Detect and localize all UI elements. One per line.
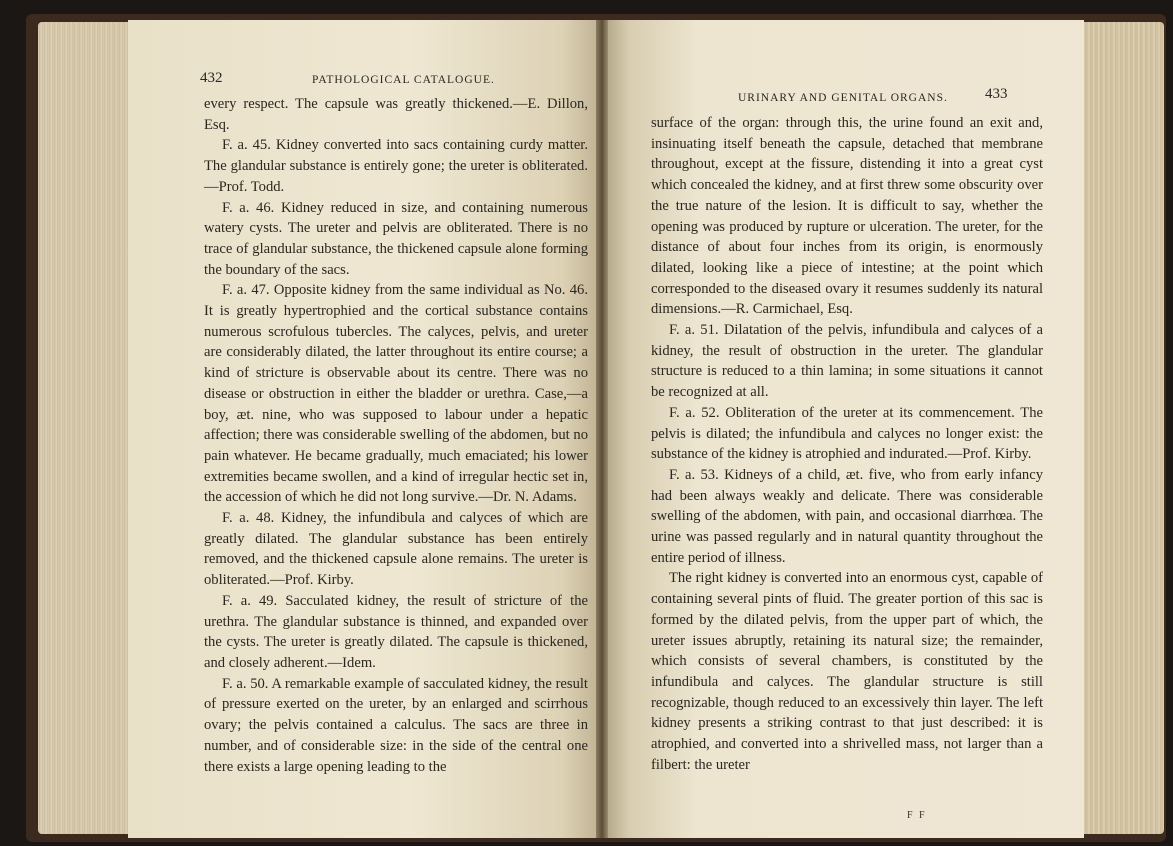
right-paragraph: The right kidney is converted into an enormous cyst, capable of containing several pints of fluid. The greater portion of this sac is formed by the dilated pelvis, from the upper part of which, the ureter issues abruptly, retaining its natural size; the remainder, which consists of several chambers, is constituted by the infundibula and calyces. The glandular structure is still recognizable, though reduced to an excessively thin layer. The left kidney presents a striking contrast to that just described: it is atrophied, and converted into a shrivelled mass, not larger than a filbert: the ureter xyxy=(651,570,1043,773)
left-paragraph: every respect. The capsule was greatly thickened.—E. Dillon, Esq. xyxy=(204,96,588,133)
left-paragraph: F. a. 49. Sacculated kidney, the result of stricture of the urethra. The glandular substance is thinned, and expanded over the cysts. The ureter is greatly dilated. The capsule is thickened, and closely adherent.—Idem. xyxy=(204,592,588,671)
left-paragraph: F. a. 46. Kidney reduced in size, and containing numerous watery cysts. The ureter and pelvis are obliterated. There is no trace of glandular substance, the thickened capsule alone forming the boundary of the sacs. xyxy=(204,199,588,278)
left-paragraph: F. a. 50. A remarkable example of sacculated kidney, the result of pressure exerted on the ureter, by an enlarged and scirrhous ovary; the pelvis contained a calculus. The sacs are three in number, and of considerable size: in the side of the central one there exists a large opening leading to the xyxy=(204,675,588,775)
right-running-head: URINARY AND GENITAL ORGANS. xyxy=(738,92,948,104)
right-paragraph: F. a. 51. Dilatation of the pelvis, infundibula and calyces of a kidney, the result of obstruction in the ureter. The glandular structure is reduced to a thin lamina; in some situations it cannot be recognized at all. xyxy=(651,322,1043,401)
left-page-number: 432 xyxy=(200,70,223,86)
right-paragraph: F. a. 52. Obliteration of the ureter at its commencement. The pelvis is dilated; the infundibula and calyces no longer exist: the substance of the kidney is atrophied and indurated.—Prof. Kirby. xyxy=(651,404,1043,463)
left-paragraph: F. a. 48. Kidney, the infundibula and calyces of which are greatly dilated. The glandular substance has been entirely removed, and the thickened capsule alone remains. The ureter is obliterated.—Prof. Kirby. xyxy=(204,510,588,589)
left-running-head: PATHOLOGICAL CATALOGUE. xyxy=(312,74,495,86)
book-gutter xyxy=(596,20,608,838)
left-paragraph: F. a. 45. Kidney converted into sacs containing curdy matter. The glandular substance is entirely gone; the ureter is obliterated.—Prof. Todd. xyxy=(204,137,588,195)
right-page-edges xyxy=(1082,22,1164,834)
left-page-edges xyxy=(38,22,134,834)
left-page-body xyxy=(204,94,588,777)
right-paragraph: F. a. 53. Kidneys of a child, æt. five, who from early infancy had been always weakly and delicate. There was considerable swelling of the abdomen, with pain, and occasional diarrhœa. The urine was passed regularly and in natural quantity throughout the entire period of illness. xyxy=(651,466,1043,566)
right-page-number: 433 xyxy=(985,86,1008,102)
right-page-body xyxy=(651,113,1043,776)
right-paragraph: surface of the organ: through this, the urine found an exit and, insinuating itself beneath the capsule, detached that membrane throughout, except at the fissure, distending it into a great cyst which concealed the kidney, and at first threw some obscurity over the true nature of the lesion. It is difficult to say, whether the opening was produced by rupture or ulceration. The ureter, for the distance of about four inches from its origin, is enormously dilated, looking like a piece of intestine; at the point which corresponded to the diseased ovary it resumes suddenly its natural dimensions.—R. Carmichael, Esq. xyxy=(651,115,1043,318)
left-paragraph: F. a. 47. Opposite kidney from the same individual as No. 46. It is greatly hypertrophied and the cortical substance contains numerous scrofulous tubercles. The calyces, pelvis, and ureter are considerably dilated, the latter throughout its entire course; a kind of stricture is observable about its centre. There was no disease or obstruction in either the bladder or urethra. Case,—a boy, æt. nine, who was supposed to labour under a hepatic affection; there was considerable swelling of the abdomen, but no pain whatever. He became gradually, much emaciated; his lower extremities became swollen, and a kind of irregular hectic set in, the accession of which he did not long survive.—Dr. N. Adams. xyxy=(204,282,588,506)
signature-mark: F F xyxy=(907,810,927,821)
